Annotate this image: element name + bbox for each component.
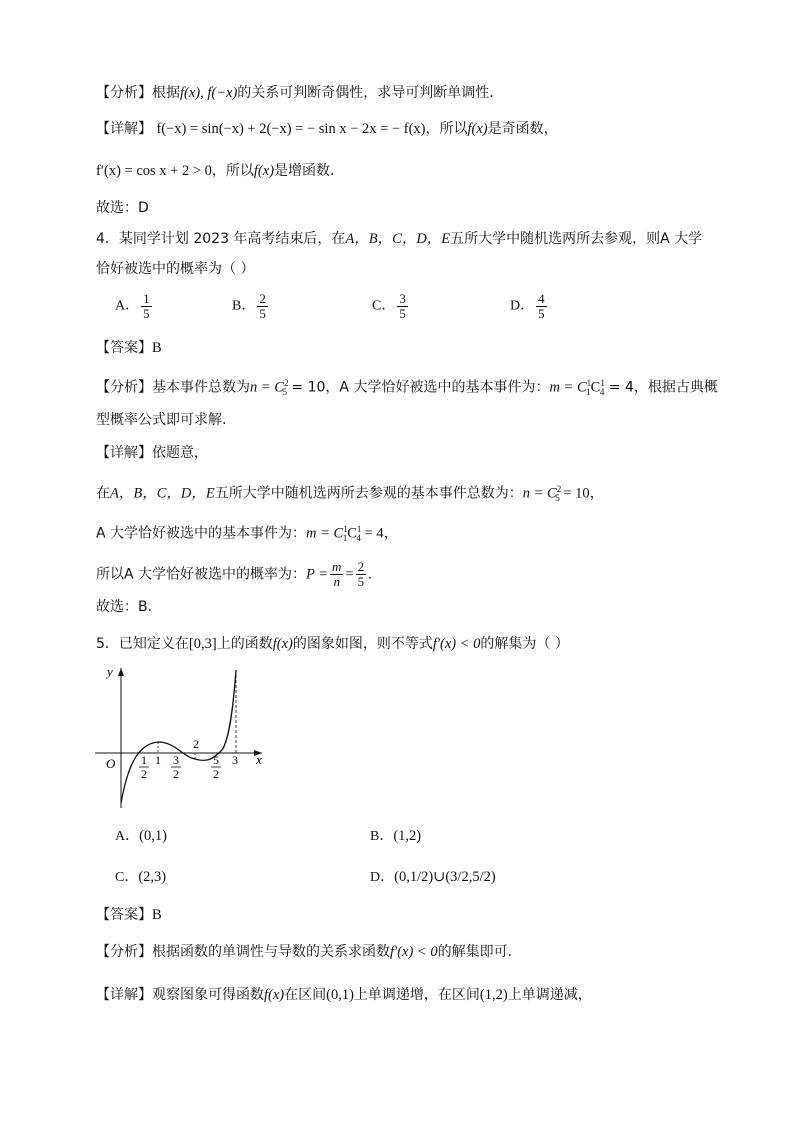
q5-option-d (370, 866, 496, 886)
analysis-tag: 【分析】 (96, 379, 152, 396)
option-label: C． (115, 870, 139, 885)
text: 上的函数 (216, 636, 273, 652)
text: 的解集为（ ） (480, 636, 569, 652)
numerator: 2 (259, 291, 266, 306)
text: 是奇函数， (487, 121, 558, 137)
text: 的关系可判断奇偶性，求导可判断单调性. (237, 85, 494, 101)
math-expr: f(−x) = sin(−x) + 2(−x) = − sin x − 2x = − f(x) (156, 121, 426, 137)
numerator: 3 (399, 291, 406, 306)
answer-tag: 【答案】 (96, 340, 152, 356)
text: 依题意， (152, 445, 208, 461)
text: 在区间 (284, 987, 327, 1003)
answer-tag: 【答案】 (96, 907, 152, 923)
text: 五所大学中随机选两所去参观，则A 大学 (450, 231, 703, 247)
math: (1,2) (479, 987, 508, 1003)
math-fx: f(x) (253, 163, 275, 179)
text: 型概率公式即可求解. (96, 412, 227, 428)
text: 故选：D (96, 200, 149, 216)
math: = 10， (559, 485, 605, 502)
option-text: (0,1) (139, 828, 167, 844)
math: f′(x) < 0 (390, 944, 438, 960)
tick-2: 2 (193, 737, 199, 751)
answer-value: B (152, 340, 162, 356)
numerator: 1 (143, 291, 150, 306)
option-label: C． (372, 298, 396, 314)
text: 观察图象可得函数 (152, 987, 264, 1003)
choice-line-q3 (96, 198, 149, 218)
option-label: B． (370, 829, 394, 844)
math: f(x) (264, 987, 285, 1003)
text: ，所以 (425, 121, 468, 137)
option-text: (0,1/2)∪(3/2,5/2) (394, 869, 496, 885)
analysis-line-q4: 【分析】基本事件总数为$n = C^2_5 = 10$，A 大学恰好被选中的基本事件为：$m = C^1_1C^1_4 = 4$，根据古典概 (96, 378, 718, 398)
denominator: 5 (259, 306, 266, 321)
answer-line-q5 (96, 905, 162, 925)
text: A 大学恰好被选中的基本事件为： (96, 525, 307, 542)
detail-tag: 【详解】 (96, 121, 152, 137)
denominator: 5 (399, 306, 406, 321)
question-5-line (96, 634, 569, 654)
denominator: n (333, 574, 340, 589)
function-graph (90, 660, 280, 810)
q4-option-a (115, 292, 154, 321)
text: 所以A 大学恰好被选中的概率为： (96, 566, 307, 583)
numerator: 4 (538, 291, 545, 306)
analysis-tag: 【分析】 (96, 85, 152, 101)
analysis-line-q3 (96, 83, 494, 103)
q4-option-c (372, 292, 410, 321)
analysis-tag: 【分析】 (96, 944, 152, 960)
function-curve (121, 670, 236, 803)
math: [0,3] (188, 636, 217, 652)
analysis-line-q5 (96, 942, 512, 962)
answer-line-q4 (96, 338, 162, 358)
numerator: 2 (357, 559, 365, 574)
option-label: D． (510, 298, 535, 314)
math: = (345, 566, 354, 583)
numerator: m (332, 559, 342, 574)
math-expr: f(x), f(−x) (180, 85, 238, 101)
text: 的解集即可. (437, 944, 513, 960)
y-arrow-icon (118, 668, 124, 676)
text: = 10，A 大学恰好被选中的基本事件为： (286, 379, 550, 396)
math: = 4， (360, 525, 399, 542)
math: (0,1) (326, 987, 354, 1003)
math-expr: f′(x) = cos x + 2 > 0 (96, 163, 212, 179)
detail-line-q3 (96, 119, 558, 139)
half-3-num: 3 (173, 753, 179, 767)
text: 根据 (152, 85, 180, 101)
half-5-num: 5 (213, 753, 219, 767)
detail-line2-q4: 在A，B，C，D，E五所大学中随机选两所去参观的基本事件总数为：$n = C^2_5 = 10$， (96, 484, 605, 504)
text: = 4，根据古典概 (604, 379, 718, 396)
text: 上单调递减， (507, 987, 592, 1003)
analysis-line2-q4 (96, 410, 226, 430)
q4-option-b (232, 292, 270, 321)
text: 4．某同学计划 2023 年高考结束后，在 (96, 231, 346, 247)
text: 5．已知定义在 (96, 636, 189, 652)
y-label: y (107, 664, 113, 679)
half-3-den: 2 (173, 767, 179, 781)
text: 恰好被选中的概率为（ ） (96, 261, 255, 277)
math: n = C (250, 379, 284, 396)
math: m = C (306, 525, 344, 542)
q4-option-d (510, 292, 549, 321)
option-text: (2,3) (138, 869, 167, 885)
text: 上单调递增，在区间 (353, 987, 480, 1003)
detail-tag: 【详解】 (96, 445, 152, 461)
q5-option-a (115, 825, 167, 845)
text: 根据函数的单调性与导数的关系求函数 (152, 944, 390, 960)
option-label: B． (232, 298, 256, 314)
option-label: D． (370, 870, 395, 885)
tick-1: 1 (155, 753, 161, 767)
q5-option-c (115, 866, 166, 886)
text: ，所以 (211, 163, 254, 179)
text: 在 (96, 485, 110, 502)
letters: A，B，C，D，E (345, 231, 451, 247)
question-4-line1 (96, 229, 702, 249)
option-text: (1,2) (393, 828, 422, 844)
detail-tag: 【详解】 (96, 987, 152, 1003)
text: 的图象如图，则不等式 (292, 636, 433, 652)
math: f′(x) < 0 (432, 636, 481, 652)
math: n = C (522, 485, 557, 502)
denominator: 5 (357, 574, 365, 589)
text: 基本事件总数为 (152, 379, 250, 396)
detail-line-q5 (96, 985, 592, 1005)
option-label: A． (115, 298, 140, 314)
text: 故选：B. (96, 599, 153, 615)
q5-option-b (370, 825, 421, 845)
letters: A，B，C，D，E (110, 485, 215, 502)
half-1-num: 1 (141, 753, 147, 767)
detail-line3-q4: A 大学恰好被选中的基本事件为：$m = C^1_1C^1_4 = 4$， (96, 524, 399, 544)
text: 是增函数. (274, 163, 335, 179)
denominator: 5 (143, 306, 150, 321)
derivative-line-q3 (96, 161, 334, 181)
answer-value: B (152, 907, 162, 923)
math-fx: f(x) (467, 121, 488, 137)
tick-3: 3 (232, 753, 238, 767)
question-4-line2 (96, 259, 254, 279)
math: m = C (549, 379, 587, 396)
math: P = (306, 566, 329, 583)
math: f(x) (272, 636, 293, 652)
origin-label: O (106, 756, 116, 771)
text: 五所大学中随机选两所去参观的基本事件总数为： (214, 485, 523, 502)
half-5-den: 2 (213, 767, 219, 781)
detail-line-q4 (96, 443, 208, 463)
denominator: 5 (538, 306, 545, 321)
option-label: A． (115, 829, 140, 844)
final-line-q4 (96, 597, 152, 617)
x-label: x (256, 752, 262, 767)
half-1-den: 2 (141, 767, 147, 781)
detail-line4-q4: 所以A 大学恰好被选中的概率为：P = $\frac{m}{n}$ = $\frac{2}{5}$ . (96, 559, 372, 589)
